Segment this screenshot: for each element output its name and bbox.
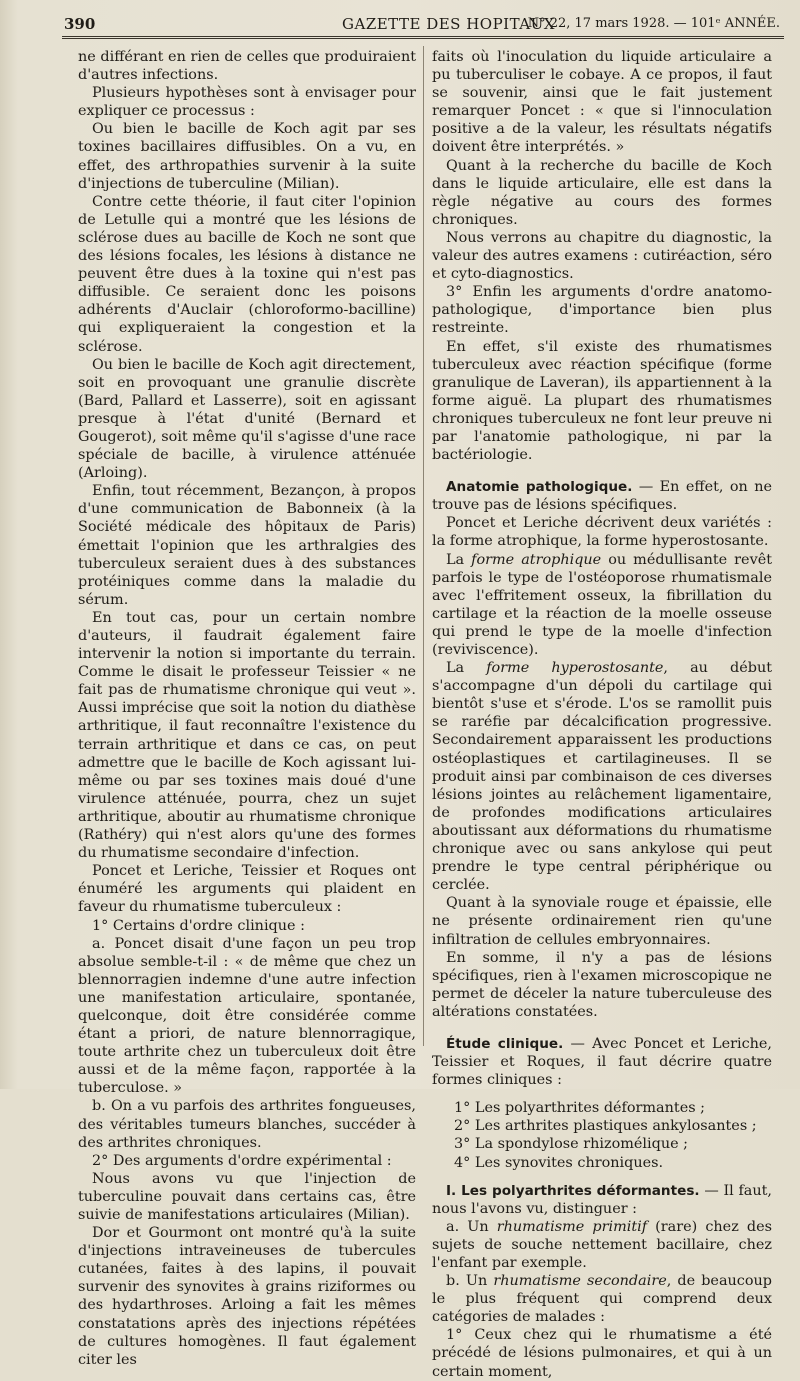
paragraph: Ou bien le bacille de Koch agit par ses toxines bacillaires diffusibles. On a vu, en effet, des arthropathies survenir à la suite d'injections de tuberculine (Milian). xyxy=(78,121,416,192)
paragraph: 2° Des arguments d'ordre expérimental : xyxy=(92,1152,392,1169)
paragraph: Contre cette théorie, il faut citer l'opinion de Letulle qui a montré que les lésions de sclérose dues au bacille de Koch ne sont que des lésions focales, les lésions à distance ne peuvent être dues à la toxine qui n'est pas diffusible. Ce seraient donc les poisons adhérents d'Auclair (chloroformo-bacilline) qui expliqueraient la congestion et la sclérose. xyxy=(78,193,416,355)
paragraph: En effet, s'il existe des rhumatismes tuberculeux avec réaction spécifique (forme granulique de Laveran), ils appartiennent à la forme aiguë. La plupart des rhumatismes chroniques tuberculeux ne font leur preuve ni par l'anatomie pathologique, ni par la bactériologie. xyxy=(432,338,772,464)
section-text: — Il faut, nous l'avons vu, distinguer : xyxy=(432,1182,773,1217)
paragraph: faits où l'inoculation du liquide articulaire a pu tuberculiser le cobaye. A ce propos, il faut se souvenir, ainsi que le fait justement remarquer Poncet : « que si l'innoculation positive a de la valeur, les résultats négatifs doivent être interprétés. » xyxy=(432,49,772,156)
paragraph: Nous verrons au chapitre du diagnostic, la valeur des autres examens : cutiréaction, séro et cyto-diagnostics. xyxy=(432,229,772,283)
paragraph: Poncet et Leriche décrivent deux variétés : la forme atrophique, la forme hyperostosante. xyxy=(432,515,772,550)
paragraph: 1° Ceux chez qui le rhumatisme a été précédé de lésions pulmonaires, et qui à un certain moment, xyxy=(432,1327,772,1380)
text-run: , au début s'accompagne d'un dépoli du cartilage qui bientôt s'use et s'érode. L'os se ramollit puis se raréfie par décalcification progressive. Secondairement apparaissent les productions ostéoplastiques et cartilagineuses. Il se produit ainsi par combinaison de ces diverses lésions jointes au relâchement ligamentaire, de profondes modifications articulaires aboutissant aux déformations du rhumatisme chronique avec ou sans ankylose qui peut prendre le type central périphérique ou cerclée. xyxy=(432,660,773,894)
emphasis: rhumatisme secondaire xyxy=(493,1273,667,1290)
emphasis: forme hyperostosante xyxy=(486,660,664,677)
text-run: (rare) chez des sujets de souche nettement bacillaire, chez l'enfant par exemple. xyxy=(432,1218,772,1271)
paragraph: Ou bien le bacille de Koch agit directement, soit en provoquant une granulie discrète (Bard, Pallard et Lasserre), soit en agissant presque à l'état d'unité (Bernard et Gougerot), soit même qu'il s'agisse d'une race spéciale de bacille, à virulence atténuée (Arloing). xyxy=(78,356,416,482)
right-column xyxy=(432,48,772,1381)
journal-title: GAZETTE DES HOPITAUX xyxy=(342,15,555,33)
list-item: 4° Les synovites chroniques. xyxy=(454,1154,664,1171)
text-run: ou médullisante revêt parfois le type de l'ostéoporose rhumatismale avec l'effritement osseux, la fibrillation du cartilage et la réaction de la moelle osseuse qui prend le type de la moelle d'infection (reviviscence). xyxy=(432,551,772,658)
left-column xyxy=(78,48,416,1369)
paragraph xyxy=(432,551,772,660)
list-item: 3° La spondylose rhizomélique ; xyxy=(454,1136,689,1153)
issue-date: N° 22, 17 mars 1928. — 101ᵉ ANNÉE. xyxy=(527,16,780,31)
list-item: 1° Les polyarthrites déformantes ; xyxy=(454,1100,706,1117)
text-run: , de beaucoup le plus fréquent qui comprend deux catégories de malades : xyxy=(432,1273,772,1326)
section-heading: Anatomie pathologique. xyxy=(446,479,633,496)
text-run: La xyxy=(446,660,487,677)
section-polyarthrites xyxy=(432,1182,772,1218)
list-item: 2° Les arthrites plastiques ankylosantes ; xyxy=(454,1118,757,1135)
section-text: — Avec Poncet et Leriche, Teissier et Roques, il faut décrire quatre formes cliniques : xyxy=(432,1035,772,1089)
column-divider xyxy=(423,46,424,1046)
section-etude-clinique xyxy=(432,1035,772,1089)
emphasis: rhumatisme primitif xyxy=(496,1218,648,1235)
page-number: 390 xyxy=(64,15,96,33)
text-run: b. Un xyxy=(446,1273,494,1290)
paragraph: Quant à la synoviale rouge et épaissie, elle ne présente ordinairement rien qu'une infiltration de cellules embryonnaires. xyxy=(432,895,772,948)
paragraph: En somme, il n'y a pas de lésions spécifiques, rien à l'examen microscopique ne permet de déceler la nature tuberculeuse des altérations constatées. xyxy=(432,949,772,1020)
paragraph: ne différant en rien de celles que produiraient d'autres infections. xyxy=(78,49,416,84)
paragraph: a. Poncet disait d'une façon un peu trop absolue semble-t-il : « de même que chez un blennorragien indemne d'une autre infection une manifestation articulaire, spontanée, quelconque, doit être considérée comme étant a priori, de nature blennorragique, toute arthrite chez un tuberculeux doit être aussi et de la même façon, rapportée à la tuberculose. » xyxy=(78,935,416,1097)
paragraph: Dor et Gourmont ont montré qu'à la suite d'injections intraveineuses de tubercules cutanées, faites à des lapins, il pouvait survenir des synovites à grains riziformes ou des hydarthroses. Arloing a fait les mêmes constatations après des injections répétées de cultures homogènes. Il faut également citer les xyxy=(78,1225,416,1368)
emphasis: forme atrophique xyxy=(471,551,602,568)
section-heading: Étude clinique. xyxy=(446,1035,564,1052)
paragraph: Quant à la recherche du bacille de Koch dans le liquide articulaire, elle est dans la règle négative au cours des formes chroniques. xyxy=(432,157,772,228)
paragraph xyxy=(432,659,772,894)
paragraph xyxy=(432,1218,772,1272)
paragraph: Poncet et Leriche, Teissier et Roques ont énuméré les arguments qui plaident en faveur du rhumatisme tuberculeux : xyxy=(78,863,416,916)
paragraph: b. On a vu parfois des arthrites fongueuses, des véritables tumeurs blanches, succéder à des arthrites chroniques. xyxy=(78,1098,416,1151)
paragraph: Enfin, tout récemment, Bezançon, à propos d'une communication de Babonneix (à la Société médicale des hôpitaux de Paris) émettait l'opinion que les arthralgies des tuberculeux seraient dues à des substances protéiniques comme dans la maladie du sérum. xyxy=(78,483,416,608)
text-run: a. Un xyxy=(446,1218,497,1235)
running-header xyxy=(62,14,784,39)
section-heading: I. Les polyarthrites déformantes. xyxy=(446,1182,700,1199)
text-run: La xyxy=(446,551,472,568)
paragraph: 3° Enfin les arguments d'ordre anatomo-pathologique, d'importance bien plus restreinte. xyxy=(432,284,772,337)
section-anatomie xyxy=(432,478,772,514)
section-text: — En effet, on ne trouve pas de lésions spécifiques. xyxy=(432,479,772,514)
paragraph: Nous avons vu que l'injection de tuberculine pouvait dans certains cas, être suivie de manifestations articulaires (Milian). xyxy=(78,1170,416,1223)
paragraph xyxy=(432,1272,772,1326)
paragraph: Plusieurs hypothèses sont à envisager pour expliquer ce processus : xyxy=(78,85,416,120)
paragraph: En tout cas, pour un certain nombre d'auteurs, il faudrait également faire intervenir la notion si importante du terrain. Comme le disait le professeur Teissier « ne fait pas de rhumatisme chronique qui veut ». Aussi imprécise que soit la notion du diathèse arthritique, il faut reconnaître l'existence du terrain arthritique et dans ce cas, on peut admettre que le bacille de Koch agissant lui-même ou par ses toxines mais doué d'une virulence atténuée, pourra, chez un sujet arthritique, aboutir au rhumatisme chronique (Rathéry) qui n'est alors qu'une des formes du rhumatisme secondaire d'infection. xyxy=(78,609,416,862)
paragraph: 1° Certains d'ordre clinique : xyxy=(92,917,305,934)
